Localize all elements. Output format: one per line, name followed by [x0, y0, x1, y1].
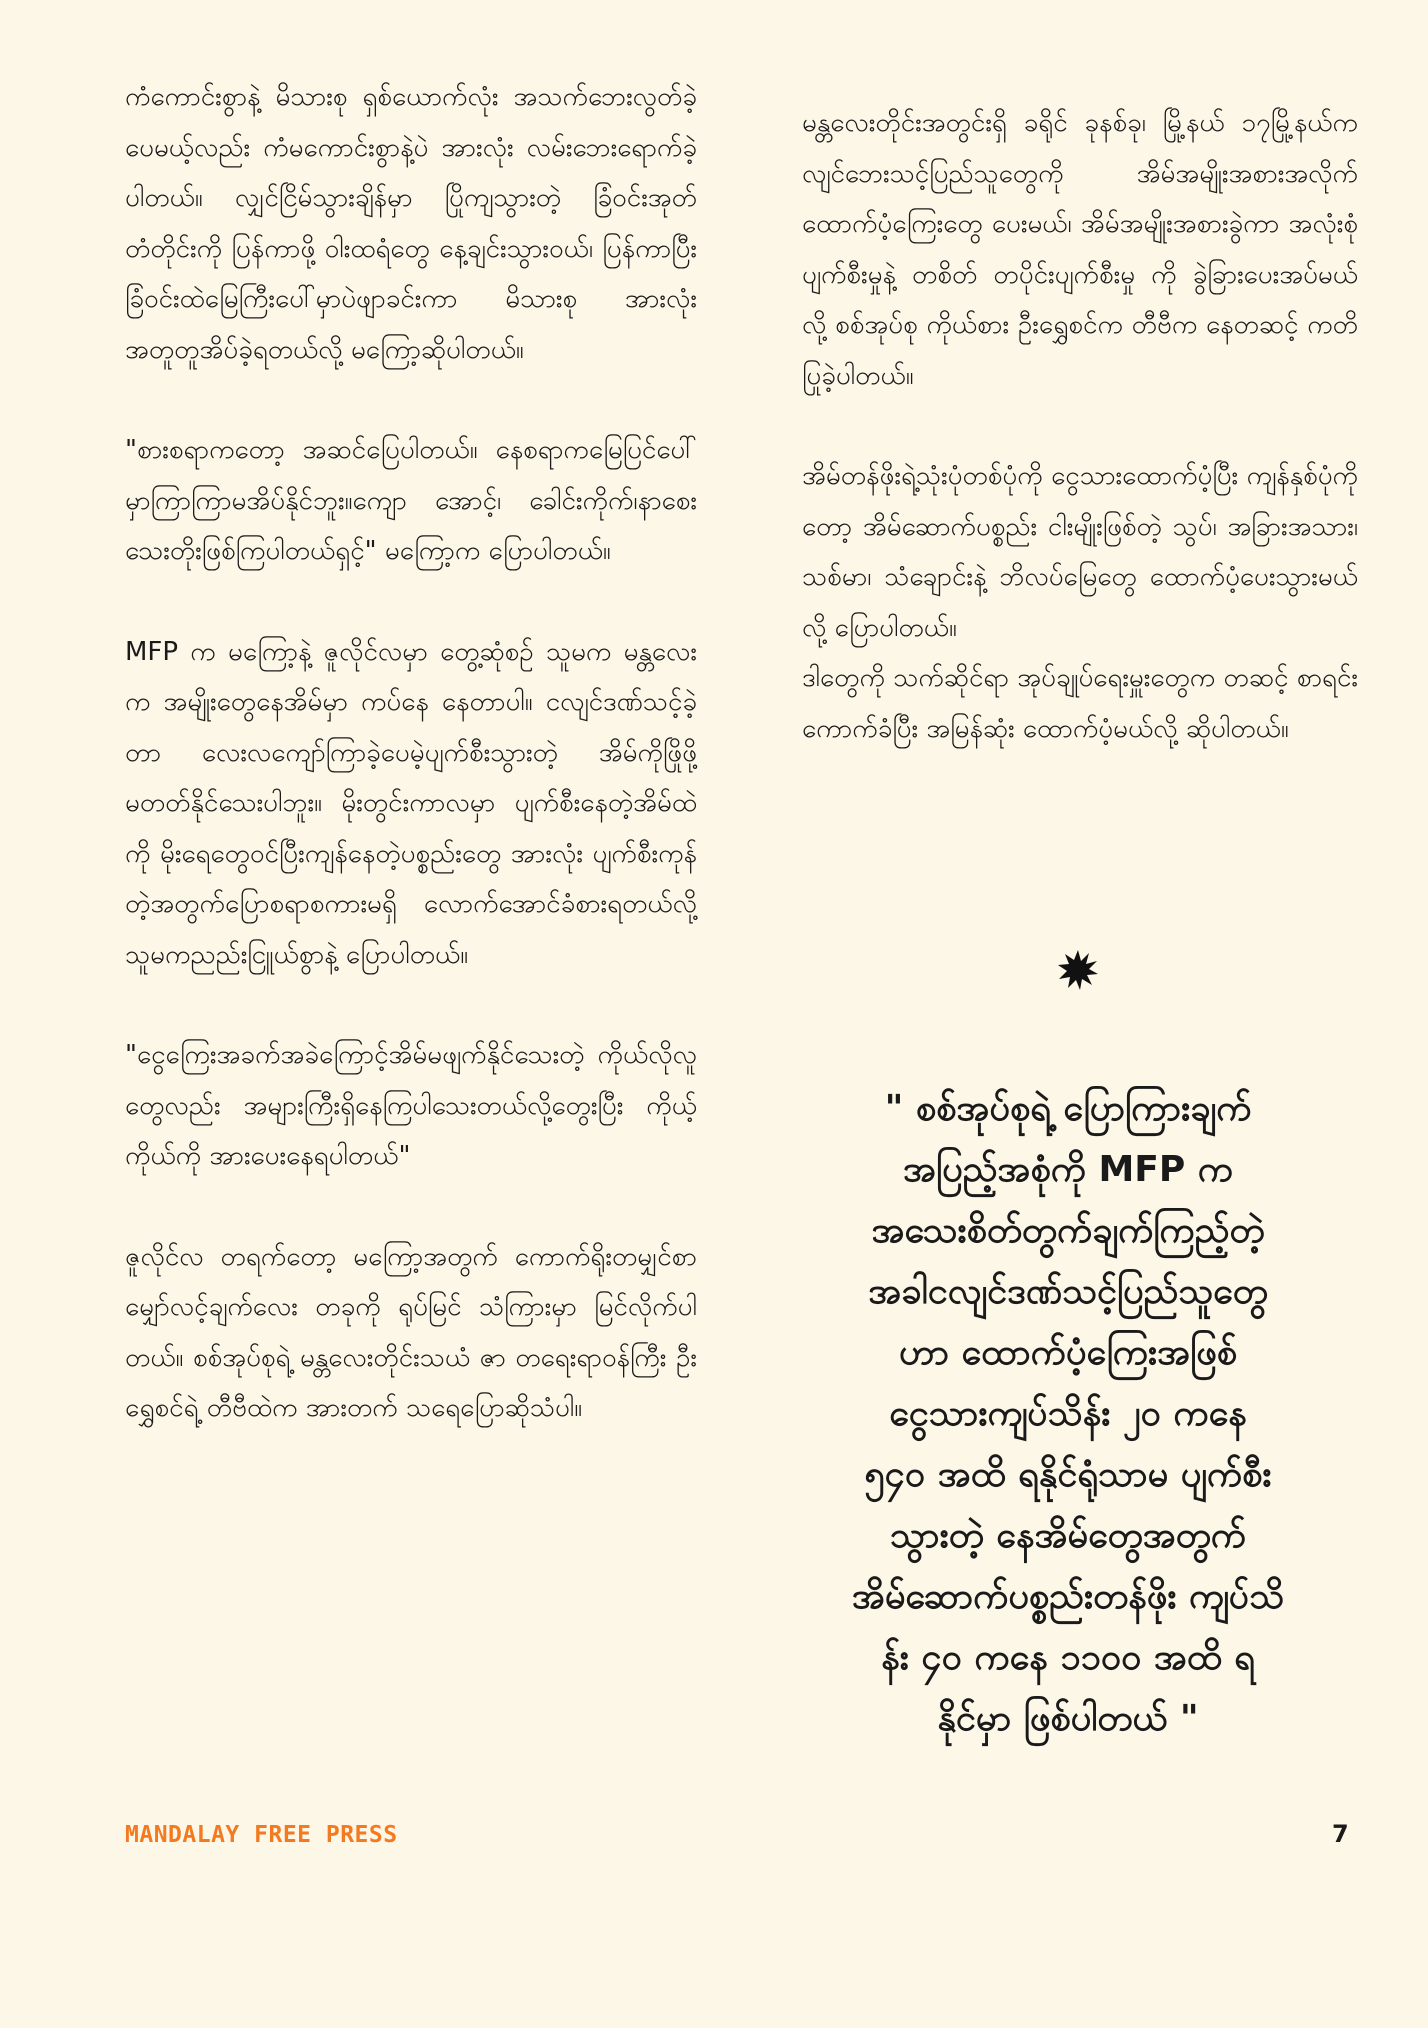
pull-quote-line: " စစ်အုပ်စုရဲ့ ပြောကြားချက် — [884, 1088, 1252, 1129]
article-paragraph: ဒါတွေကို သက်ဆိုင်ရာ အုပ်ချုပ်ရေးမှူးတွေက တဆင့် စာရင်းကောက်ခံပြီး အမြန်ဆုံး ထောက်ပံ့မယ်လို့ ဆိုပါတယ်။ — [802, 663, 1358, 744]
pull-quote-line: ဟာ ထောက်ပံ့ကြေးအဖြစ် — [898, 1332, 1238, 1373]
page-number: 7 — [1332, 1820, 1349, 1848]
article-paragraph: မန္တလေးတိုင်းအတွင်းရှိ ခရိုင် ခုနစ်ခု၊ မြို့နယ် ၁၇မြို့နယ်က လျင်ဘေးသင့်ပြည်သူတွေကို အိမ်အမျိုးအစားအလိုက် ထောက်ပံ့ကြေးတွေ ပေးမယ်၊ အိမ်အမျိုးအစားခွဲကာ အလုံးစုံပျက်စီးမှုနဲ့ တစိတ် တပိုင်းပျက်စီးမှု ကို ခွဲခြားပေးအပ်မယ် လို့ စစ်အုပ်စု ကိုယ်စား ဦးရွှေစင်က တီဗီက နေတဆင့် ကတိပြုခဲ့ပါတယ်။ — [802, 108, 1358, 391]
article-paragraph: MFP က မကြော့နဲ့ ဇူလိုင်လမှာ တွေ့ဆုံစဉ် သူမက မန္တလေးက အမျိုးတွေနေအိမ်မှာ ကပ်နေ နေတာပါ။ ငလျင်ဒဏ်သင့်ခဲ့တာ လေးလကျော်ကြာခဲ့ပေမဲ့ပျက်စီးသွားတဲ့ အိမ်ကိုဖြိုဖို့မတတ်နိုင်သေးပါဘူး။ မိုးတွင်းကာလမှာ ပျက်စီးနေတဲ့အိမ်ထဲကို မိုးရေတွေဝင်ပြီးကျန်နေတဲ့ပစ္စည်းတွေ အားလုံး ပျက်စီးကုန်တဲ့အတွက်ပြောစရာစကားမရှိ လောက်အောင်ခံစားရတယ်လို့ သူမကညည်းငြူယ်စွာနဲ့ ပြောပါတယ်။ — [125, 636, 697, 970]
pull-quote — [790, 1078, 1346, 1749]
pull-quote-line: ၅၄၀ အထိ ရနိုင်ရုံသာမ ပျက်စီး — [864, 1454, 1272, 1495]
pull-quote-line: သွားတဲ့ နေအိမ်တွေအတွက် — [889, 1515, 1247, 1556]
starburst-icon — [1058, 950, 1098, 990]
pull-quote-line: အသေးစိတ်တွက်ချက်ကြည့်တဲ့ — [871, 1210, 1265, 1251]
article-paragraph: ကံကောင်းစွာနဲ့ မိသားစု ရှစ်ယောက်လုံး အသက်ဘေးလွတ်ခဲ့ပေမယ့်လည်း ကံမကောင်းစွာနဲ့ပဲ အားလုံး လမ်းဘေးရောက်ခဲ့ပါတယ်။ လျှင်ငြိမ်သွားချိန်မှာ ပြိုကျသွားတဲ့ ခြံဝင်းအုတ်တံတိုင်းကို ပြန်ကာဖို့ ဝါးထရံတွေ နေ့ချင်းသွားဝယ်၊ ပြန်ကာပြီး ခြံဝင်းထဲမြေကြီးပေါ်မှာပဲဖျာခင်းကာ မိသားစု အားလုံး အတူတူအိပ်ခဲ့ရတယ်လို့ မကြော့ဆိုပါတယ်။ — [125, 82, 697, 365]
pull-quote-line: အခါငလျင်ဒဏ်သင့်ပြည်သူတွေ — [868, 1271, 1268, 1312]
article-quote-paragraph: "ငွေကြေးအခက်အခဲကြောင့်အိမ်မဖျက်နိုင်သေးတဲ့ ကိုယ်လိုလူတွေလည်း အများကြီးရှိနေကြပါသေးတယ်လို့တွေးပြီး ကိုယ့်ကိုယ်ကို အားပေးနေရပါတယ်" — [125, 1040, 697, 1171]
right-column — [802, 98, 1358, 804]
article-quote-paragraph: "စားစရာကတော့ အဆင်ပြေပါတယ်။ နေစရာကမြေပြင်ပေါ်မှာကြာကြာမအိပ်နိုင်ဘူး။ကျော အောင့်၊ ခေါင်းကိုက်၊နာစေး သေးတိုးဖြစ်ကြပါတယ်ရှင့်" မကြော့က ပြောပါတယ်။ — [125, 435, 697, 566]
pull-quote-line: အိမ်ဆောက်ပစ္စည်းတန်ဖိုး ကျပ်သိ — [851, 1576, 1285, 1617]
footer-brand: MANDALAY FREE PRESS — [125, 1822, 398, 1848]
pull-quote-line: န်း ၄၀ ကနေ ၁၁၀၀ အထိ ရ — [881, 1637, 1255, 1678]
left-column — [125, 72, 697, 1484]
pull-quote-line: အပြည့်အစုံကို MFP က — [902, 1149, 1234, 1190]
pull-quote-line: နိုင်မှာ ဖြစ်ပါတယ် " — [937, 1698, 1199, 1739]
article-paragraph: အိမ်တန်ဖိုးရဲ့သုံးပုံတစ်ပုံကို ငွေသားထောက်ပံ့ပြီး ကျန်နှစ်ပုံကိုတော့ အိမ်ဆောက်ပစ္စည်း ငါးမျိုးဖြစ်တဲ့ သွပ်၊ အခြားအသား၊ သစ်မာ၊ သံချောင်းနဲ့ ဘိလပ်မြေတွေ ထောက်ပံ့ပေးသွားမယ်လို့ ပြောပါတယ်။ — [802, 461, 1358, 643]
pull-quote-line: ငွေသားကျပ်သိန်း ၂၀ ကနေ — [889, 1393, 1247, 1434]
article-paragraph: ဇူလိုင်လ တရက်တော့ မကြော့အတွက် ကောက်ရိုးတမျှင်စာမျှော်လင့်ချက်လေး တခုကို ရုပ်မြင် သံကြားမှာ မြင်လိုက်ပါတယ်။ စစ်အုပ်စုရဲ့ မန္တလေးတိုင်းသယံ ဇာ တရေးရာဝန်ကြီး ဦးရွှေစင်ရဲ့ တီဗီထဲက အားတက် သရေပြောဆိုသံပါ။ — [125, 1241, 697, 1423]
